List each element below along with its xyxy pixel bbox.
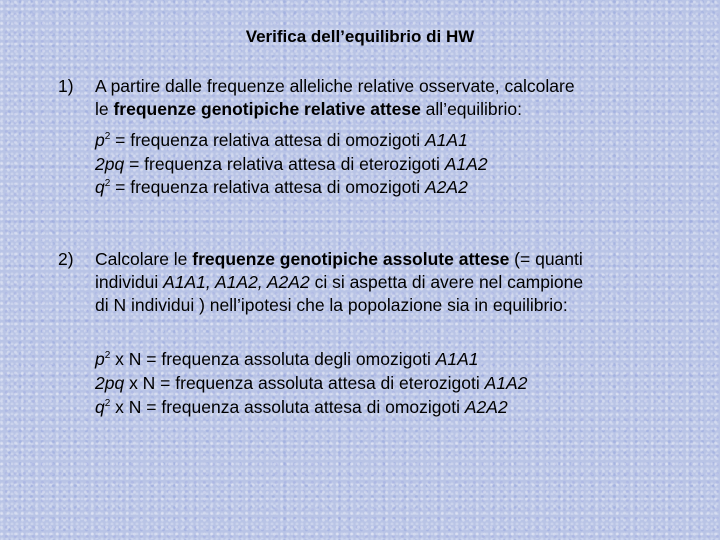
bold-phrase: frequenze genotipiche assolute attese (192, 249, 510, 269)
text-line: Calcolare le frequenze genotipiche assolute attese (= quanti (95, 249, 583, 269)
formula-line: 2pq = frequenza relativa attesa di eterozigoti A1A2 (95, 153, 488, 174)
formula-line: $q^2$ x N = frequenza assoluta attesa di omozigoti A2A2 (95, 397, 508, 417)
formula-line: 2pq x N = frequenza assoluta attesa di eterozigoti A1A2 (95, 373, 528, 393)
item-text (95, 75, 698, 121)
list-item-1 (58, 75, 698, 200)
text-line: A partire dalle frequenze alleliche relative osservate, calcolare (95, 76, 575, 96)
item-text (95, 248, 698, 317)
slide-title: Verifica dell’equilibrio di HW (245, 27, 475, 46)
formula-list (95, 347, 698, 419)
text-line: di N individui ) nell’ipotesi che la popolazione sia in equilibrio: (95, 295, 568, 315)
item-number: 1) (58, 76, 74, 96)
formula-line: $q^2$ = frequenza relativa attesa di omozigoti A2A2 (95, 177, 468, 197)
formula-list (95, 129, 698, 200)
text-line: le frequenze genotipiche relative attese all’equilibrio: (95, 99, 522, 119)
formula-line: $p^2$ x N = frequenza assoluta degli omozigoti A1A1 (95, 349, 479, 369)
list-item-2 (58, 248, 698, 419)
text-line: individui A1A1, A1A2, A2A2 ci si aspetta di avere nel campione (95, 272, 584, 292)
bold-phrase: frequenze genotipiche relative attese (113, 99, 421, 119)
formula-line: $p^2$ = frequenza relativa attesa di omozigoti A1A1 (95, 130, 468, 150)
item-number: 2) (58, 249, 74, 269)
